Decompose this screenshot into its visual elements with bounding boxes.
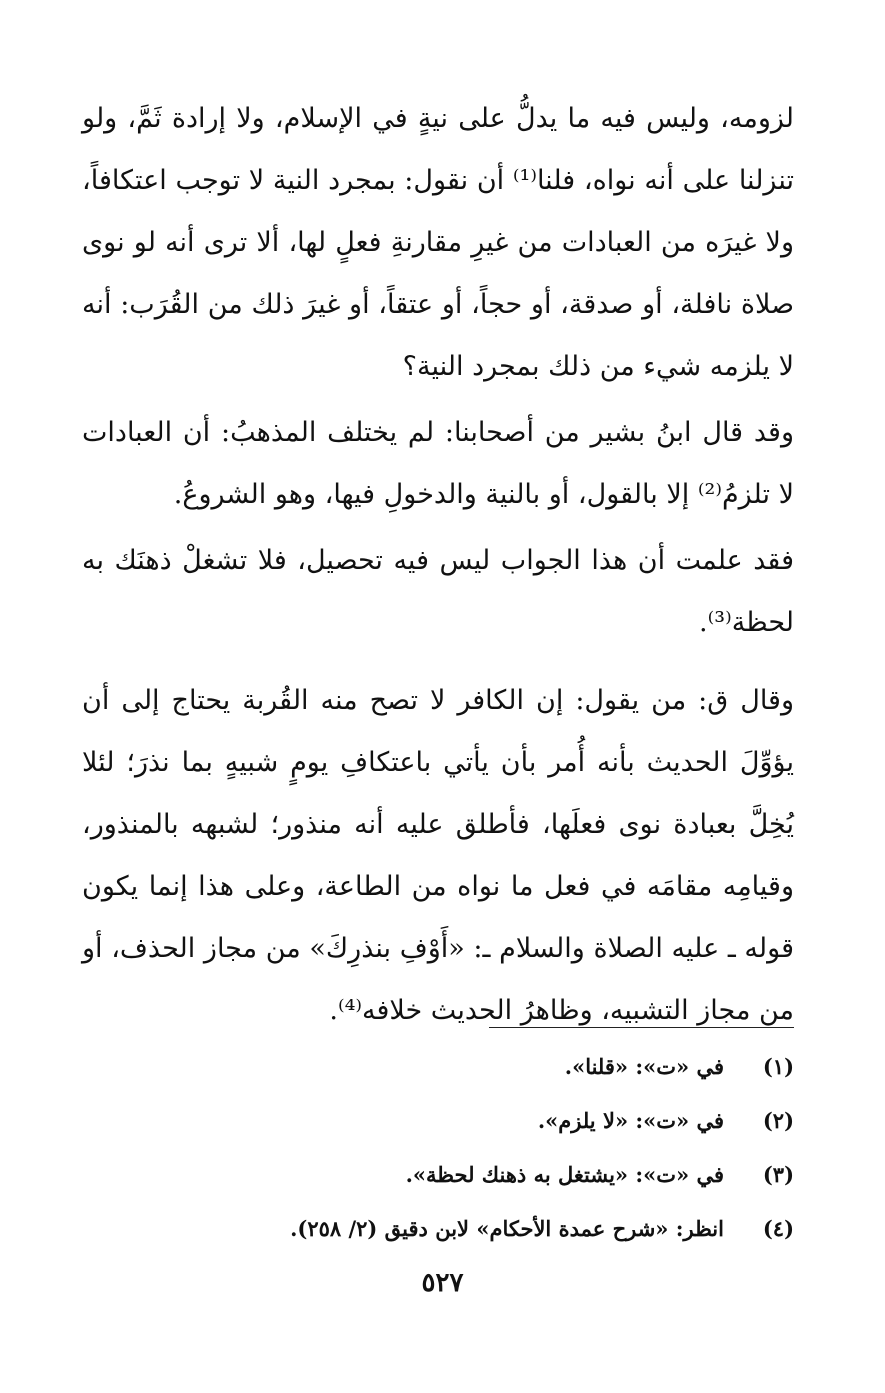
- paragraph: وقد قال ابنُ بشير من أصحابنا: لم يختلف المذهبُ: أن العبادات لا تلزمُ⁽²⁾ إلا بالقول، أو بالنية والدخولِ فيها، وهو الشروعُ.: [82, 417, 794, 510]
- footnote-text: في «ت»: «لا يلزم».: [537, 1108, 724, 1133]
- footnote-number: (٣): [762, 1162, 794, 1187]
- footnote: [82, 1040, 794, 1094]
- footnotes: [82, 1040, 794, 1256]
- footnote-text: في «ت»: «يشتغل به ذهنك لحظة».: [405, 1162, 724, 1187]
- footnote-number: (٢): [762, 1108, 794, 1133]
- footnote-text: انظر: «شرح عمدة الأحكام» لابن دقيق (٢/ ٢٥٨).: [290, 1216, 724, 1241]
- footnote-text: في «ت»: «قلنا».: [564, 1054, 724, 1079]
- main-text: [82, 88, 794, 1042]
- page-number: ٥٢٧: [421, 1268, 464, 1298]
- paragraph: وقال ق: من يقول: إن الكافر لا تصح منه القُربة يحتاج إلى أن يؤوِّلَ الحديث بأنه أُمر بأن يأتي باعتكافِ يومٍ شبيهٍ بما نذرَ؛ لئلا يُخِلَّ بعبادة نوى فعلَها، فأطلق عليه أنه منذور؛ لشبهه بالمنذور، وقيامِه مقامَه في فعل ما نواه من الطاعة، وعلى هذا إنما يكون قوله ـ عليه الصلاة والسلام ـ: «أَوْفِ بنذرِكَ» من مجاز الحذف، أو من مجاز التشبيه، وظاهرُ الحديث خلافه⁽⁴⁾.: [82, 685, 794, 1026]
- footnote: [82, 1148, 794, 1202]
- footnote-number: (٤): [762, 1216, 794, 1241]
- paragraph: فقد علمت أن هذا الجواب ليس فيه تحصيل، فلا تشغلْ ذهنَك به لحظة⁽³⁾.: [82, 545, 794, 638]
- paragraph: لزومه، وليس فيه ما يدلُّ على نيةٍ في الإسلام، ولا إرادة ثَمَّ، ولو تنزلنا على أنه نواه، فلنا⁽¹⁾ أن نقول: بمجرد النية لا توجب اعتكافاً، ولا غيرَه من العبادات من غيرِ مقارنةِ فعلٍ لها، ألا ترى أنه لو نوى صلاة نافلة، أو صدقة، أو حجاً، أو عتقاً، أو غيرَ ذلك من القُرَب: أنه لا يلزمه شيء من ذلك بمجرد النية؟: [82, 103, 794, 382]
- footnote-divider: [489, 1027, 794, 1028]
- footnote: [82, 1202, 794, 1256]
- footnote: [82, 1094, 794, 1148]
- footnote-number: (١): [762, 1054, 794, 1079]
